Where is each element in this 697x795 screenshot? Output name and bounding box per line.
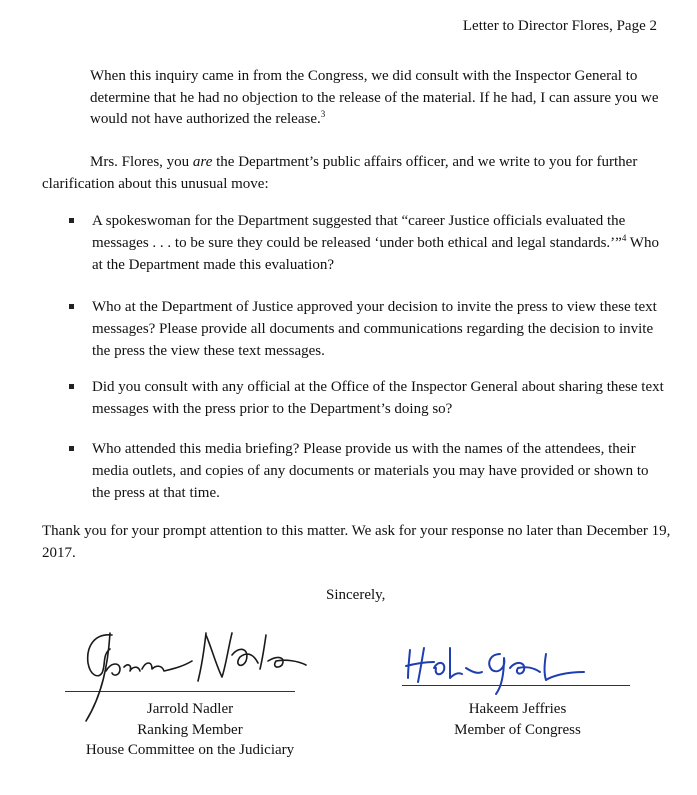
emphasis-text: are — [192, 154, 213, 170]
page-header: Letter to Director Flores, Page 2 — [462, 18, 657, 34]
signatory-name: Jarrold Nadler — [146, 701, 234, 717]
signature-block-nadler — [60, 699, 320, 761]
bullet-item — [92, 376, 670, 420]
signatory-title: Ranking Member — [137, 721, 243, 738]
bullet-item — [92, 210, 670, 276]
paragraph-text: Mrs. Flores, you — [90, 154, 193, 170]
signatory-title: Member of Congress — [454, 721, 581, 738]
footnote-marker: 4 — [621, 233, 627, 243]
bullet-text: Who at the Department made this evaluation? — [92, 235, 659, 273]
bullet-item — [92, 438, 670, 504]
paragraph-text: the Department’s public affairs officer, and we write to you for further clarification about this unusual move: — [42, 154, 638, 192]
footnote-marker: 3 — [320, 109, 326, 119]
bullet-text: Did you consult with any official at the Office of the Inspector General about sharing these text messages with the press prior to the Department’s doing so? — [92, 379, 664, 417]
sincerely-closing: Sincerely, — [326, 587, 386, 603]
paragraph-text: When this inquiry came in from the Congress, we did consult with the Inspector General to determine that he had no objection to the release of the material. If he had, I can assure you we would not have authorized the release. — [90, 68, 659, 127]
bullet-text: Who attended this media briefing? Please provide us with the names of the attendees, their media outlets, and copies of any documents or materials you may have provided or shown to the press at that time. — [92, 441, 649, 501]
paragraph-closing: Thank you for your prompt attention to this matter. We ask for your response no later than December 19, 2017. — [42, 523, 671, 561]
paragraph-inspector-general — [90, 66, 675, 131]
bullet-item — [92, 296, 670, 362]
bullet-text: Who at the Department of Justice approved your decision to invite the press to view these text messages? Please provide all documents and communications regarding the decision to invite the press the view these text messages. — [92, 299, 657, 359]
handwritten-signature-jeffries — [400, 638, 640, 698]
signatory-org: House Committee on the Judiciary — [85, 742, 295, 758]
bullet-text: A spokeswoman for the Department suggested that “career Justice officials evaluated the messages . . . to be sure they could be released ‘under both ethical and legal standards.’” — [92, 213, 626, 251]
paragraph-clarification — [42, 152, 672, 195]
signature-block-jeffries — [405, 699, 630, 740]
signatory-name: Hakeem Jeffries — [468, 701, 567, 717]
